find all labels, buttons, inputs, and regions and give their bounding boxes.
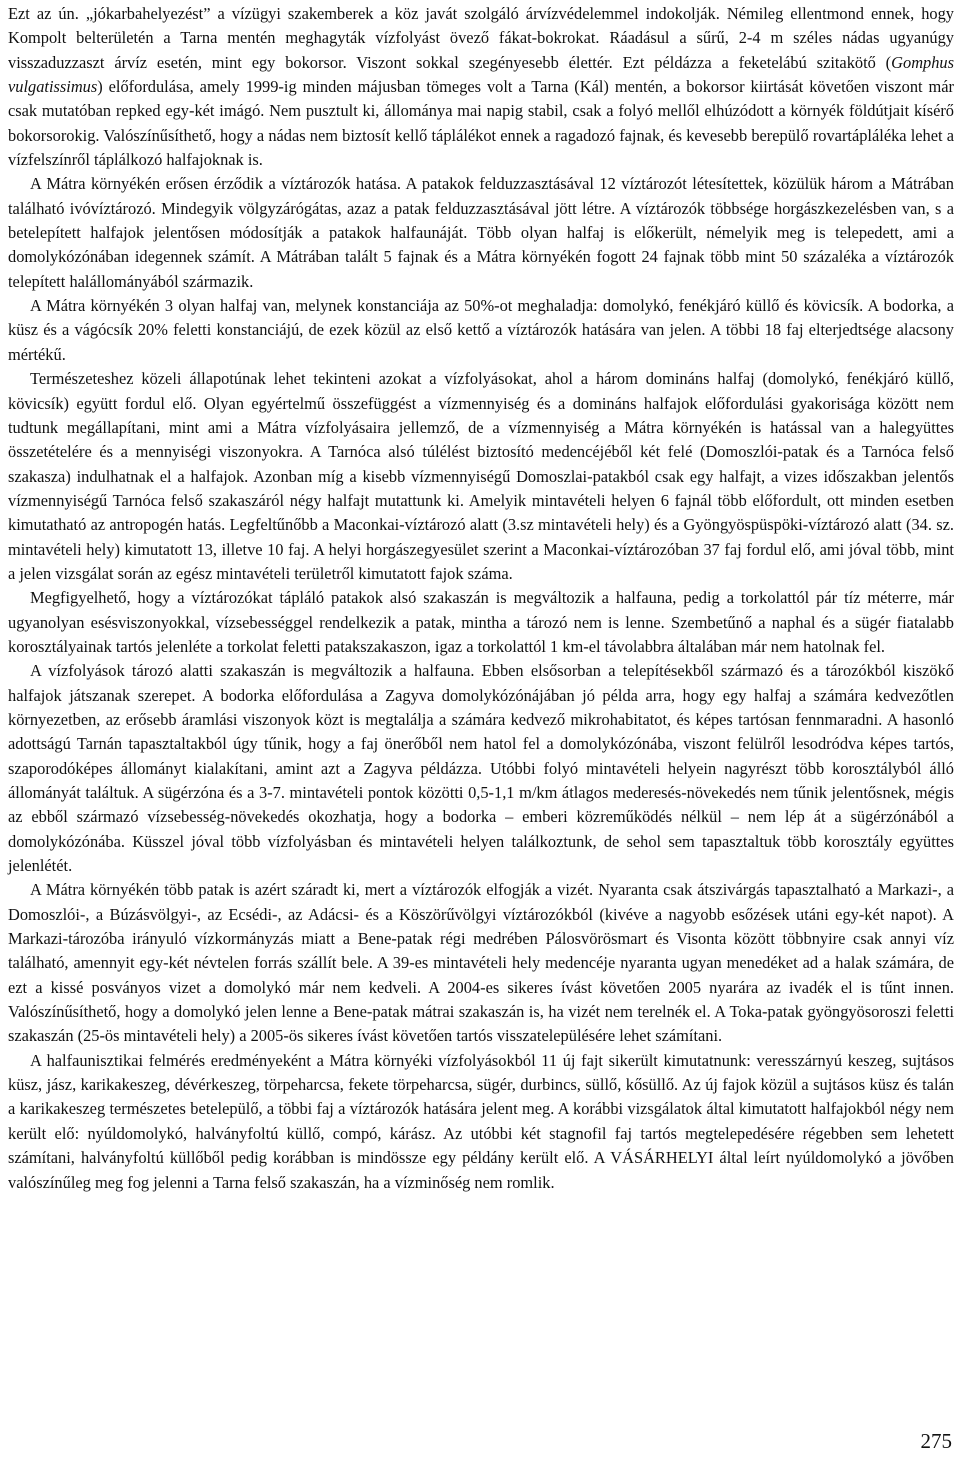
- paragraph-8: A halfaunisztikai felmérés eredményeként a Mátra környéki vízfolyásokból 11 új fajt sikerült kimutatnunk: veresszárnyú keszeg, sujtásos küsz, jász, karikakeszeg, dévérkeszeg, törpeharcsa, fekete törpeharcsa, sügér, durbincs, süllő, kősüllő. Az új fajok közül a sujtásos küsz és talán a karikakeszeg természetes betelepülő, a többi faj a víztározók hatására jelent meg. A korábbi vizsgálatok által kimutatott halfajokból négy nem került elő: nyúldomolykó, halványfoltú küllő, compó, kárász. Az utóbbi két stagnofil faj tartós megtelepedésére régebben sem lehetett számítani, halványfoltú küllőből pedig korábban is mindössze egy példány került elő. A VÁSÁRHELYI által leírt nyúldomolykó a jövőben valószínűleg meg fog jelenni a Tarna felső szakaszán, ha a vízminőség nem romlik.: [8, 1050, 954, 1192]
- paragraph-5: Megfigyelhető, hogy a víztározókat tápláló patakok alsó szakaszán is megváltozik a halfauna, pedig a torkolattól pár tíz méterre, már ugyanolyan esésviszonyokkal, vízsebességgel rendelkezik a patak, mintha a tározó nem is lenne. Szembetűnő a naphal és a sügér fiatalabb korosztályainak tartós jelenléte a torkolat feletti patakszakaszon, igaz a torkolattól 1 km-el távolabbra általában már nem hatolnak fel.: [8, 588, 954, 656]
- body-text: [8, 2, 954, 1195]
- paragraph-1-after-italic: ) előfordulása, amely 1999-ig minden májusban tömeges volt a Tarna (Kál) mentén, a bokorsor kiirtását követően viszont már csak mutatóban repked egy-két imágó. Nem pusztult ki, állománya mai napig stabil, csak a folyó mellől elhúzódott a környék földútjait kísérő bokorsorokig. Valószínűsíthető, hogy a nádas nem biztosít kellő táplálékot ennek a ragadozó fajnak, és kevesebb berepülő rovartápláléka lehet a vízfelszínről táplálkozó halfajoknak is.: [8, 77, 954, 170]
- paragraph-2: A Mátra környékén erősen érződik a víztározók hatása. A patakok felduzzasztásával 12 víztározót létesítettek, közülük három a Mátrában található ivóvíztározó. Mindegyik völgyzárógátas, azaz a patak felduzzasztásával jött létre. A víztározók többsége horgászkezelésben van, s a betelepített halfajok jelentősen módosítják a patakok halfaunáját. Több olyan halfaj is előkerült, némelyik meg is telepedett, ami a domolykózónában idegennek számít. A Mátrában talált 5 fajnak és a Mátra környékén fogott 24 fajnak több mint 50 százaléka a víztározók telepített halállományából származik.: [8, 174, 954, 291]
- paragraph-7: A Mátra környékén több patak is azért száradt ki, mert a víztározók elfogják a vizét. Nyaranta csak átszivárgás tapasztalható a Markazi-, a Domoszlói-, a Búzásvölgyi-, az Ecsédi-, az Adácsi- és a Köszörűvölgyi víztározókból (kivéve a nagyobb esőzések utáni egy-két napot). A Markazi-tározóba irányuló vízkormányzás miatt a Bene-patak régi medrében Pálosvörösmart és Visonta között többnyire csak annyi víz található, amennyit egy-két névtelen forrás szállít bele. A 39-es mintavételi hely medencéje nyaranta ugyan menedéket ad a halak számára, de ezt a kissé posványos vizet a domolykó már nem kedveli. A 2004-es sikeres ívást követően 2005 nyarára az ivadék el is tűnt innen. Valószínűsíthető, hogy a domolykó jelen lenne a Bene-patak mátrai szakaszán is, ha vizét nem terelnék el. A Toka-patak gyöngyösoroszi feletti szakaszán (25-ös mintavételi hely) a 2005-ös sikeres ívást követően tartós visszatelepülésére lehet számítani.: [8, 880, 954, 1046]
- paragraph-4: Természeteshez közeli állapotúnak lehet tekinteni azokat a vízfolyásokat, ahol a három domináns halfaj (domolykó, fenékjáró küllő, kövicsík) együtt fordul elő. Olyan egyértelmű összefüggést a vízmennyiség és a domináns halfajok előfordulási gyakorisága között nem tudtunk megállapítani, mint ami a Mátra vízfolyásaira jellemző, de a vízmennyiség a Mátra környékén is hatással van a halegyüttes összetételére és a mennyiségi viszonyokra. A Tarnóca alsó túlélést biztosító medencéjéből két felé (Domoszlói-patak és a Tarnóca felső szakasza) indulhatnak el a halfajok. Azonban míg a kisebb vízmennyiségű Domoszlai-patakból csak egy halfajt, a vizes időszakban jelentős vízmennyiségű Tarnóca felső szakaszáról négy halfajt mutattunk ki. Amelyik mintavételi helyen 6 fajnál több előfordult, ott minden esetben kimutatható az antropogén hatás. Legfeltűnőbb a Maconkai-víztározó alatt (3.sz mintavételi hely) és a Gyöngyöspüspöki-víztározó alatt (34. sz. mintavételi hely) kimutatott 13, illetve 10 faj. A helyi horgászegyesület szerint a Maconkai-víztározóban 37 faj fordul elő, ami jóval több, mint a jelen vizsgálat során az egész mintavételi területről kimutatott fajok száma.: [8, 369, 954, 583]
- species-name: Gomphus vulgatissimus: [8, 52, 954, 97]
- paragraph-3: A Mátra környékén 3 olyan halfaj van, melynek konstanciája az 50%-ot meghaladja: domolykó, fenékjáró küllő és kövicsík. A bodorka, a küsz és a vágócsík 20% feletti konstanciájú, de ezek közül az első kettő a víztározók hatására van jelen. A többi 18 faj elterjedtsége alacsony mértékű.: [8, 296, 954, 364]
- paragraph-1-before-italic: Ezt az ún. „jókarbahelyezést” a vízügyi szakemberek a köz javát szolgáló árvízvédelemmel indokolják. Némileg ellentmond ennek, hogy Kompolt belterületén a Tarna mentén meghagyták vízfolyást övező fákat-bokrokat. Ráadásul a sűrű, 2-4 m széles nádas ugyanúgy visszaduzzaszt árvíz esetén, mint egy bokorsor. Viszont sokkal szegényesebb élettér. Ezt példázza a feketelábú szitakötő (: [8, 4, 954, 72]
- paragraph-1: [8, 2, 954, 172]
- paragraph-6: A vízfolyások tározó alatti szakaszán is megváltozik a halfauna. Ebben elsősorban a telepítésekből származó és a tározókból kiszökő halfajok játszanak szerepet. A bodorka előfordulása a Zagyva domolykózónájában jó példa arra, hogy egy halfaj a számára kedvezőtlen környezetben, az erősebb áramlási viszonyok közt is megtalálja a számára kedvező mikrohabitatot, és képes tartósan fennmaradni. A hasonló adottságú Tarnán tapasztaltakból úgy tűnik, hogy a faj önerőből nem hatol fel a domolykózónába, viszont felülről lesodródva képes tartós, szaporodóképes állományt kialakítani, amint azt a Zagyva példázza. Utóbbi folyó mintavételi helyein nagyrészt több korosztályból álló állományát találtuk. A sügérzóna és a 3-7. mintavételi pontok közötti 0,5-1,1 m/km átlagos mederesés-növekedés nem tűnik jelentősnek, mégis az ebből származó vízsebesség-növekedés okozhatja, hogy a bodorka – emberi közreműködés nélkül – nem lép át a sügérzónából a domolykózónába. Küsszel jóval több vízfolyásban és mintavételi helyen találkoztunk, de sehol sem tapasztaltuk több korosztály együttes jelenlétét.: [8, 661, 954, 876]
- page-number: 275: [920, 1429, 952, 1453]
